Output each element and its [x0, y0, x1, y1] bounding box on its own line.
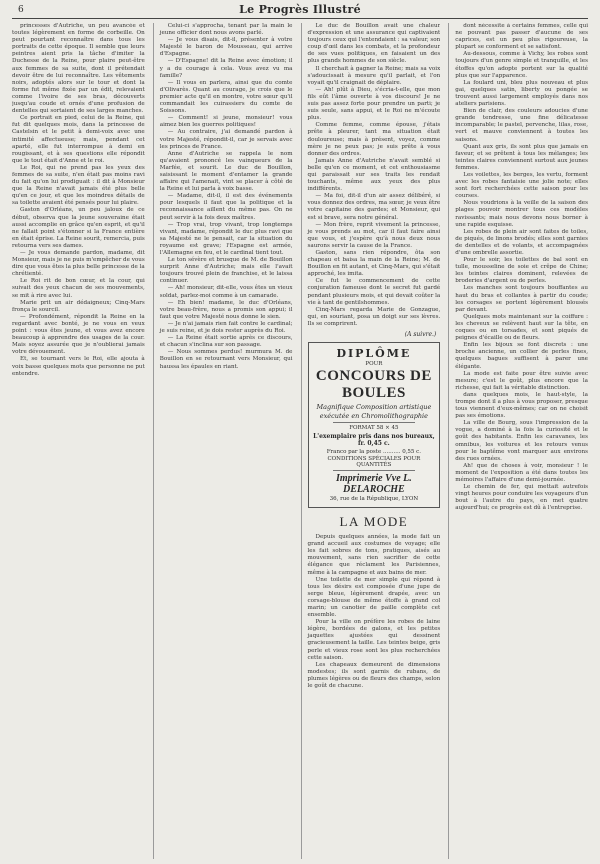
masthead: Le Progrès Illustré: [239, 3, 361, 16]
mode-paragraph: Quelques mots maintenant sur la coiffure : les cheveux se relèvent haut sur la tête, en coques ou en torsades, et sont piqués de peignes d'écaille ou de fleurs.: [455, 313, 588, 342]
mode-paragraph: Enfin les bijoux se font discrets : une broche ancienne, un collier de perles fines, quelques bagues suffisent à parer une élégante.: [455, 342, 588, 370]
story-paragraph: — Je vous demande pardon, madame, dit Monsieur, mais je ne puis m'empêcher de vous dire que vous êtes la plus belle princesse de la chrétienté.: [12, 250, 145, 278]
ad-pour: POUR: [365, 361, 383, 368]
story-paragraph: dans quelques mois, le haut-style, la trompe dont il a plus à vous proposer, presque tous viennent d'eux-mêmes; car on ne choisit pas ses émotions.: [455, 391, 588, 420]
mode-paragraph: Quant aux gris, ils sont plus que jamais en faveur, et se prêtent à tous les mélanges; les teintes claires conviennent surtout aux jeunes femmes.: [455, 143, 588, 171]
mode-paragraph: Nous voudrions à la veille de la saison des plages pouvoir montrer tous ces modèles ravissants; mais nous devons nous borner à une rapide esquisse.: [455, 200, 588, 228]
ad-divider: [333, 422, 416, 423]
story-paragraph: Comme femme, comme épouse, j'étais prête à pleurer, tant ma situation était douloureuse; mais à présent, voyez, comme mère je ne peux pas; je suis prête à vous donner des ordres.: [307, 122, 441, 157]
story-paragraph: — Je n'ai jamais rien fait contre le cardinal; je suis reine, et je dois rester auprès du Roi.: [159, 320, 293, 335]
story-paragraph: — Au contraire, j'ai demandé pardon à votre Majesté, répondit-il, car je servais avec les princes de France.: [159, 129, 293, 150]
mode-paragraph: dont nécessite à certains femmes, celle qui ne pouvant pas passer d'aucune de ses caprices, est un peu plus rigoureuse, la plupart se conforment et se satisfont.: [455, 23, 588, 51]
ad-conditions: CONDITIONS SPÉCIALES POUR QUANTITÉS: [327, 456, 421, 469]
story-paragraph: Marie prit un air dédaigneux; Cinq-Mars fronça le sourcil.: [12, 299, 145, 313]
mode-paragraph: Les robes de plein air sont faites de toiles, de piqués, de linons brodés; elles sont garnies de dentelles et de volants, et accompagnées d'une ombrelle assortie.: [455, 228, 588, 256]
story-paragraph: Anne d'Autriche se rappela le nom qu'avaient prononcé les vainqueurs de la Marfée, et sourit. Le duc de Bouillon, saisissant le moment d'entamer la grande affaire qui l'amenait, vint se placer à côté de la Reine et lui parla à voix basse.: [159, 150, 293, 193]
mode-paragraph: Au-dessous, comme à Vichy, les robes sont toujours d'un genre simple et tranquille, et les étoffes qu'on adopte portent sur la qualité plus que sur l'apparence.: [455, 51, 588, 79]
mode-paragraph: Les chapeaux demeurent de dimensions modestes; ils sont garnis de rubans, de plumes légères ou de fleurs des champs, selon le goût de chacune.: [307, 661, 441, 689]
story-paragraph: Celui-ci s'approcha, tenant par la main le jeune officier dont nous avons parlé.: [159, 23, 293, 37]
story-paragraph: Gaston d'Orléans, un peu jaloux de ce début, observa que la jeune souveraine était aussi accomplie en grâce qu'en esprit, et qu'il ne fallait point s'étonner si la France entière en était éprise. La Reine sourit, remercia, puis retourna vers ses dames.: [12, 207, 145, 249]
story-paragraph: — Ah! plût à Dieu, s'écria-t-elle, que mon fils eût l'âme ouverte à vos discours! Je ne suis pas assez forte pour prendre un parti; je suis seule, sans appui, et le Roi ne m'écoute plus.: [307, 86, 441, 122]
story-paragraph: — Trop vrai, trop vivant, trop longtemps vivant, madame, répondit le duc plus ravi que sa Majesté ne le pensait, car la situation du royaume est grave; l'Espagne est armée, l'Allemagne en feu, et le cardinal tient tout.: [159, 221, 293, 256]
story-paragraph: Cinq-Mars regarda Marie de Gonzague, qui, en souriant, posa un doigt sur ses lèvres. Ils se comprirent.: [307, 306, 441, 327]
ad-subtitle: Magnifique Composition artistique: [316, 403, 432, 412]
page-number: 6: [18, 5, 24, 15]
story-paragraph: — Ah! monsieur, dit-elle, vous êtes un vieux soldat, parlez-moi comme à un camarade.: [159, 285, 293, 299]
story-paragraph: princesses d'Autriche, un peu avancée et toutes légèrement en forme de corbeille. On peut pourtant reconnaître dans tous les portraits de cette époque. Il semble que leurs peintres aient pris la tâche d'imiter la Duchesse de la Reine, pour plaire peut-être aux femmes de sa suite, dont il prétendait devoir être de lui reconnaître. Les vêtements noirs, adoptés alors sur le tour et dont la forme fut même fixée par un édit, relevaient comme l'ivoire de ses bras, découverts jusqu'au coude et ornés d'une profusion de dentelles qui sortaient de ses larges manches.: [12, 23, 145, 115]
story-paragraph: Ce fut le commencement de cette conjuration fameuse dont le secret fut gardé pendant plusieurs mois, et qui devait coûter la vie à tant de gentilshommes.: [307, 278, 441, 306]
story-paragraph: — Je vous disais, dit-il, présenter à votre Majesté le baron de Mousseau, qui arrive d'Espagne.: [159, 37, 293, 58]
mode-paragraph: Les voilettes, les berges, les vertu, forment avec les robes fantaisie une jolie note; elles sont fort recherchées cette saison pour les courses.: [455, 171, 588, 200]
columns: [12, 23, 588, 859]
story-paragraph: — Profondément, répondit la Reine en la regardant avec bonté, je ne vous en veux point : vous êtes jeune, et vous avez encore beaucoup à apprendre des usages de la cour. Mais soyez assurée que je n'oublierai jamais votre dévouement.: [12, 313, 145, 356]
story-paragraph: Le ton sévère et brusque de M. de Bouillon surprit Anne d'Autriche; mais elle l'avait toujours trouvé plein de franchise, et le laissa continuer.: [159, 257, 293, 285]
ad-divider: [333, 470, 416, 471]
mode-paragraph: Les manches sont toujours bouffantes au haut du bras et collantes à partir du coude; les corsages se portent légèrement blousés par devant.: [455, 285, 588, 313]
story-paragraph: — Il vous en parlera, ainsi que du comte d'Olivarès. Quant au courage, je crois que le premier acte qu'il en montre, votre sœur qu'il commandait les cuirassiers du comte de Soissons.: [159, 79, 293, 115]
story-paragraph: Gaston, sans rien répondre, ôta son chapeau et baisa la main de la Reine; M. de Bouillon en fit autant, et Cinq-Mars, qui s'était approché, les imita.: [307, 250, 441, 278]
ad-printer: Imprimerie Vve L. DELAROCHE: [335, 473, 412, 496]
story-paragraph: — Eh bien! madame, le duc d'Orléans, votre beau-frère, nous a promis son appui; il faut que votre Majesté nous donne le sien.: [159, 299, 293, 320]
mode-paragraph: Pour la ville on préfère les robes de laine légère, bordées de galons, et les petites jaquettes ajustées qui dessinent gracieusement la taille. Les teintes beige, gris perle et vieux rose sont les plus recherchées cette saison.: [307, 619, 441, 661]
mode-paragraph: Depuis quelques années, la mode fait un grand accueil aux costumes de voyage; elle les fait sobres de tons, pratiques, aisés au mouvement, sans rien sacrifier de cette élégance que réclament les Parisiennes, même à la campagne et aux bains de mer.: [307, 534, 441, 576]
mode-paragraph: Bien de clair, des couleurs adoucies d'une grande tendresse, une fine délicatesse incomparable; le pastel, pervenche, lilas, rose, vert et mauve conviennent à toutes les saisons.: [455, 108, 588, 143]
story-paragraph: — Madame, dit-il, il est des événements pour lesquels il faut que la politique et la reconnaissance aillent du même pas. On ne peut servir à la fois deux maîtres.: [159, 193, 293, 221]
ad-concours: CONCOURS DE BOULES: [315, 368, 432, 402]
page-header: [12, 2, 588, 19]
column-1: [12, 23, 145, 859]
ad-printer-address: 36, rue de la République, LYON: [329, 496, 419, 503]
story-paragraph: — Nous sommes perdus! murmura M. de Bouillon en se retournant vers Monsieur, qui haussa les épaules en riant.: [159, 349, 293, 370]
column-3: [301, 23, 441, 859]
column-4: [448, 23, 588, 859]
story-paragraph: Le duc de Bouillon avait une chaleur d'expression et une assurance qui captivaient toujours ceux qui l'entendaient : sa valeur, son coup d'œil dans les combats, et la profondeur de ses vues politiques, en faisaient un des plus grands hommes de son siècle.: [307, 23, 441, 65]
ad-title: DIPLÔME: [336, 347, 412, 361]
column-2: [153, 23, 293, 859]
story-paragraph: Le chemin de fer, qui mettait autrefois vingt heures pour conduire les voyageurs d'un bout à l'autre du pays, en met quatre aujourd'hui; ce progrès est dû à l'entreprise.: [455, 484, 588, 512]
story-paragraph: — Comment! si jeune, monsieur! vous aimez bien les guerres politiques!: [159, 115, 293, 129]
story-paragraph: — Mon frère, reprit vivement la princesse, je vous prends au mot, car il faut faire ainsi que vous, et j'espère qu'à nous deux nous saurons servir la cause de la France.: [307, 221, 441, 249]
story-paragraph: — Ma foi, dit-il d'un air assez délibéré, si vous donnez des ordres, ma sœur, je veux être votre capitaine des gardes; et Monsieur, qui est si brave, sera notre général.: [307, 193, 441, 221]
newspaper-page: [0, 2, 600, 864]
story-paragraph: Et, se tournant vers le Roi, elle ajouta à voix basse quelques mots que personne ne put entendre.: [12, 356, 145, 377]
story-paragraph: — La Reine était sortie après ce discours, et chacun s'inclina sur son passage.: [159, 335, 293, 349]
ad-subtitle-2: exécutée en Chromolithographie: [319, 412, 428, 421]
section-title-la-mode: LA MODE: [339, 514, 409, 530]
story-paragraph: Le Roi, qui ne prend pas les yeux des femmes de sa suite, n'en était pas moins ravi du fait qu'on lui prodiguait : il dit à Monsieur que la Reine n'avait jamais été plus belle qu'en ce jour, et que les moindres détails de sa toilette avaient été pensés pour lui plaire.: [12, 164, 145, 207]
ad-price-post: Franco par la poste .......... 0,55 c.: [326, 449, 422, 456]
story-paragraph: Ah! que de choses à voir, monsieur ! le moment de l'exposition a été dans toutes les mémoires l'affaire d'une demi-journée.: [455, 462, 588, 483]
story-paragraph: Ce portrait en pied, celui de la Reine, qui fut dit quelques mois, dans la princesse de Castelsin et le petit à demi-voix avec une intimité affectueuse; mais, pendant cet aparté, elle fut interrompue à demi en rougissant, et à ses questions elle répondit que le tout était d'Anne et le roi.: [12, 115, 145, 164]
story-paragraph: Jamais Anne d'Autriche n'avait semblé si belle qu'en ce moment, et cet enthousiasme qui paraissait sur ses traits les rendait touchants, même aux yeux des plus indifférents.: [307, 157, 441, 193]
story-paragraph: La ville de Bourg, sous l'impression de la vogue, a dominé à la fois la curiosité et le goût des habitants. Enfin les caravanes, les omnibus, les voitures et les retours venus pour le baptême vont marquer aux environs des rues ornées.: [455, 420, 588, 462]
story-paragraph: Le Roi rit de bon cœur, et la cour, qui suivait des yeux chacun de ses mouvements, se mit à rire avec lui.: [12, 278, 145, 299]
ad-format: FORMAT 58 × 45: [349, 425, 399, 432]
mode-paragraph: Une toilette de mer simple qui répond à tous les désirs est composée d'une jupe de serge bleue, légèrement drapée, avec un corsage-blouse de même étoffe à grand col marin; un canotier de paille complète cet ensemble.: [307, 576, 441, 619]
mode-paragraph: Pour le soir, les toilettes de bal sont en tulle, mousseline de soie et crêpe de Chine; les teintes claires dominent, relevées de broderies d'argent ou de perles.: [455, 257, 588, 285]
diploma-advertisement: [308, 342, 441, 508]
story-paragraph: Il cherchait à gagner la Reine; mais sa voix s'adoucissait à mesure qu'il parlait, et l'on voyait qu'il craignait de déplaire.: [307, 65, 441, 86]
ad-price: L'exemplaire pris dans nos bureaux, fr. 0,45 c.: [313, 433, 435, 448]
mode-paragraph: La foulard uni, bleu plus nouveau et plus gai, quelques satin, liberty ou pongée se trouvent aussi largement employés dans nos ateliers parisiens.: [455, 79, 588, 108]
mode-paragraph: La mode est faite pour être suivie avec mesure; c'est le goût, plus encore que la richesse, qui fait la véritable distinction.: [455, 370, 588, 391]
story-paragraph: — D'Espagne! dit la Reine avec émotion; il y a du courage à cela. Vous avez vu ma famille?: [159, 58, 293, 79]
to-be-continued: (A suivre.): [404, 331, 437, 339]
